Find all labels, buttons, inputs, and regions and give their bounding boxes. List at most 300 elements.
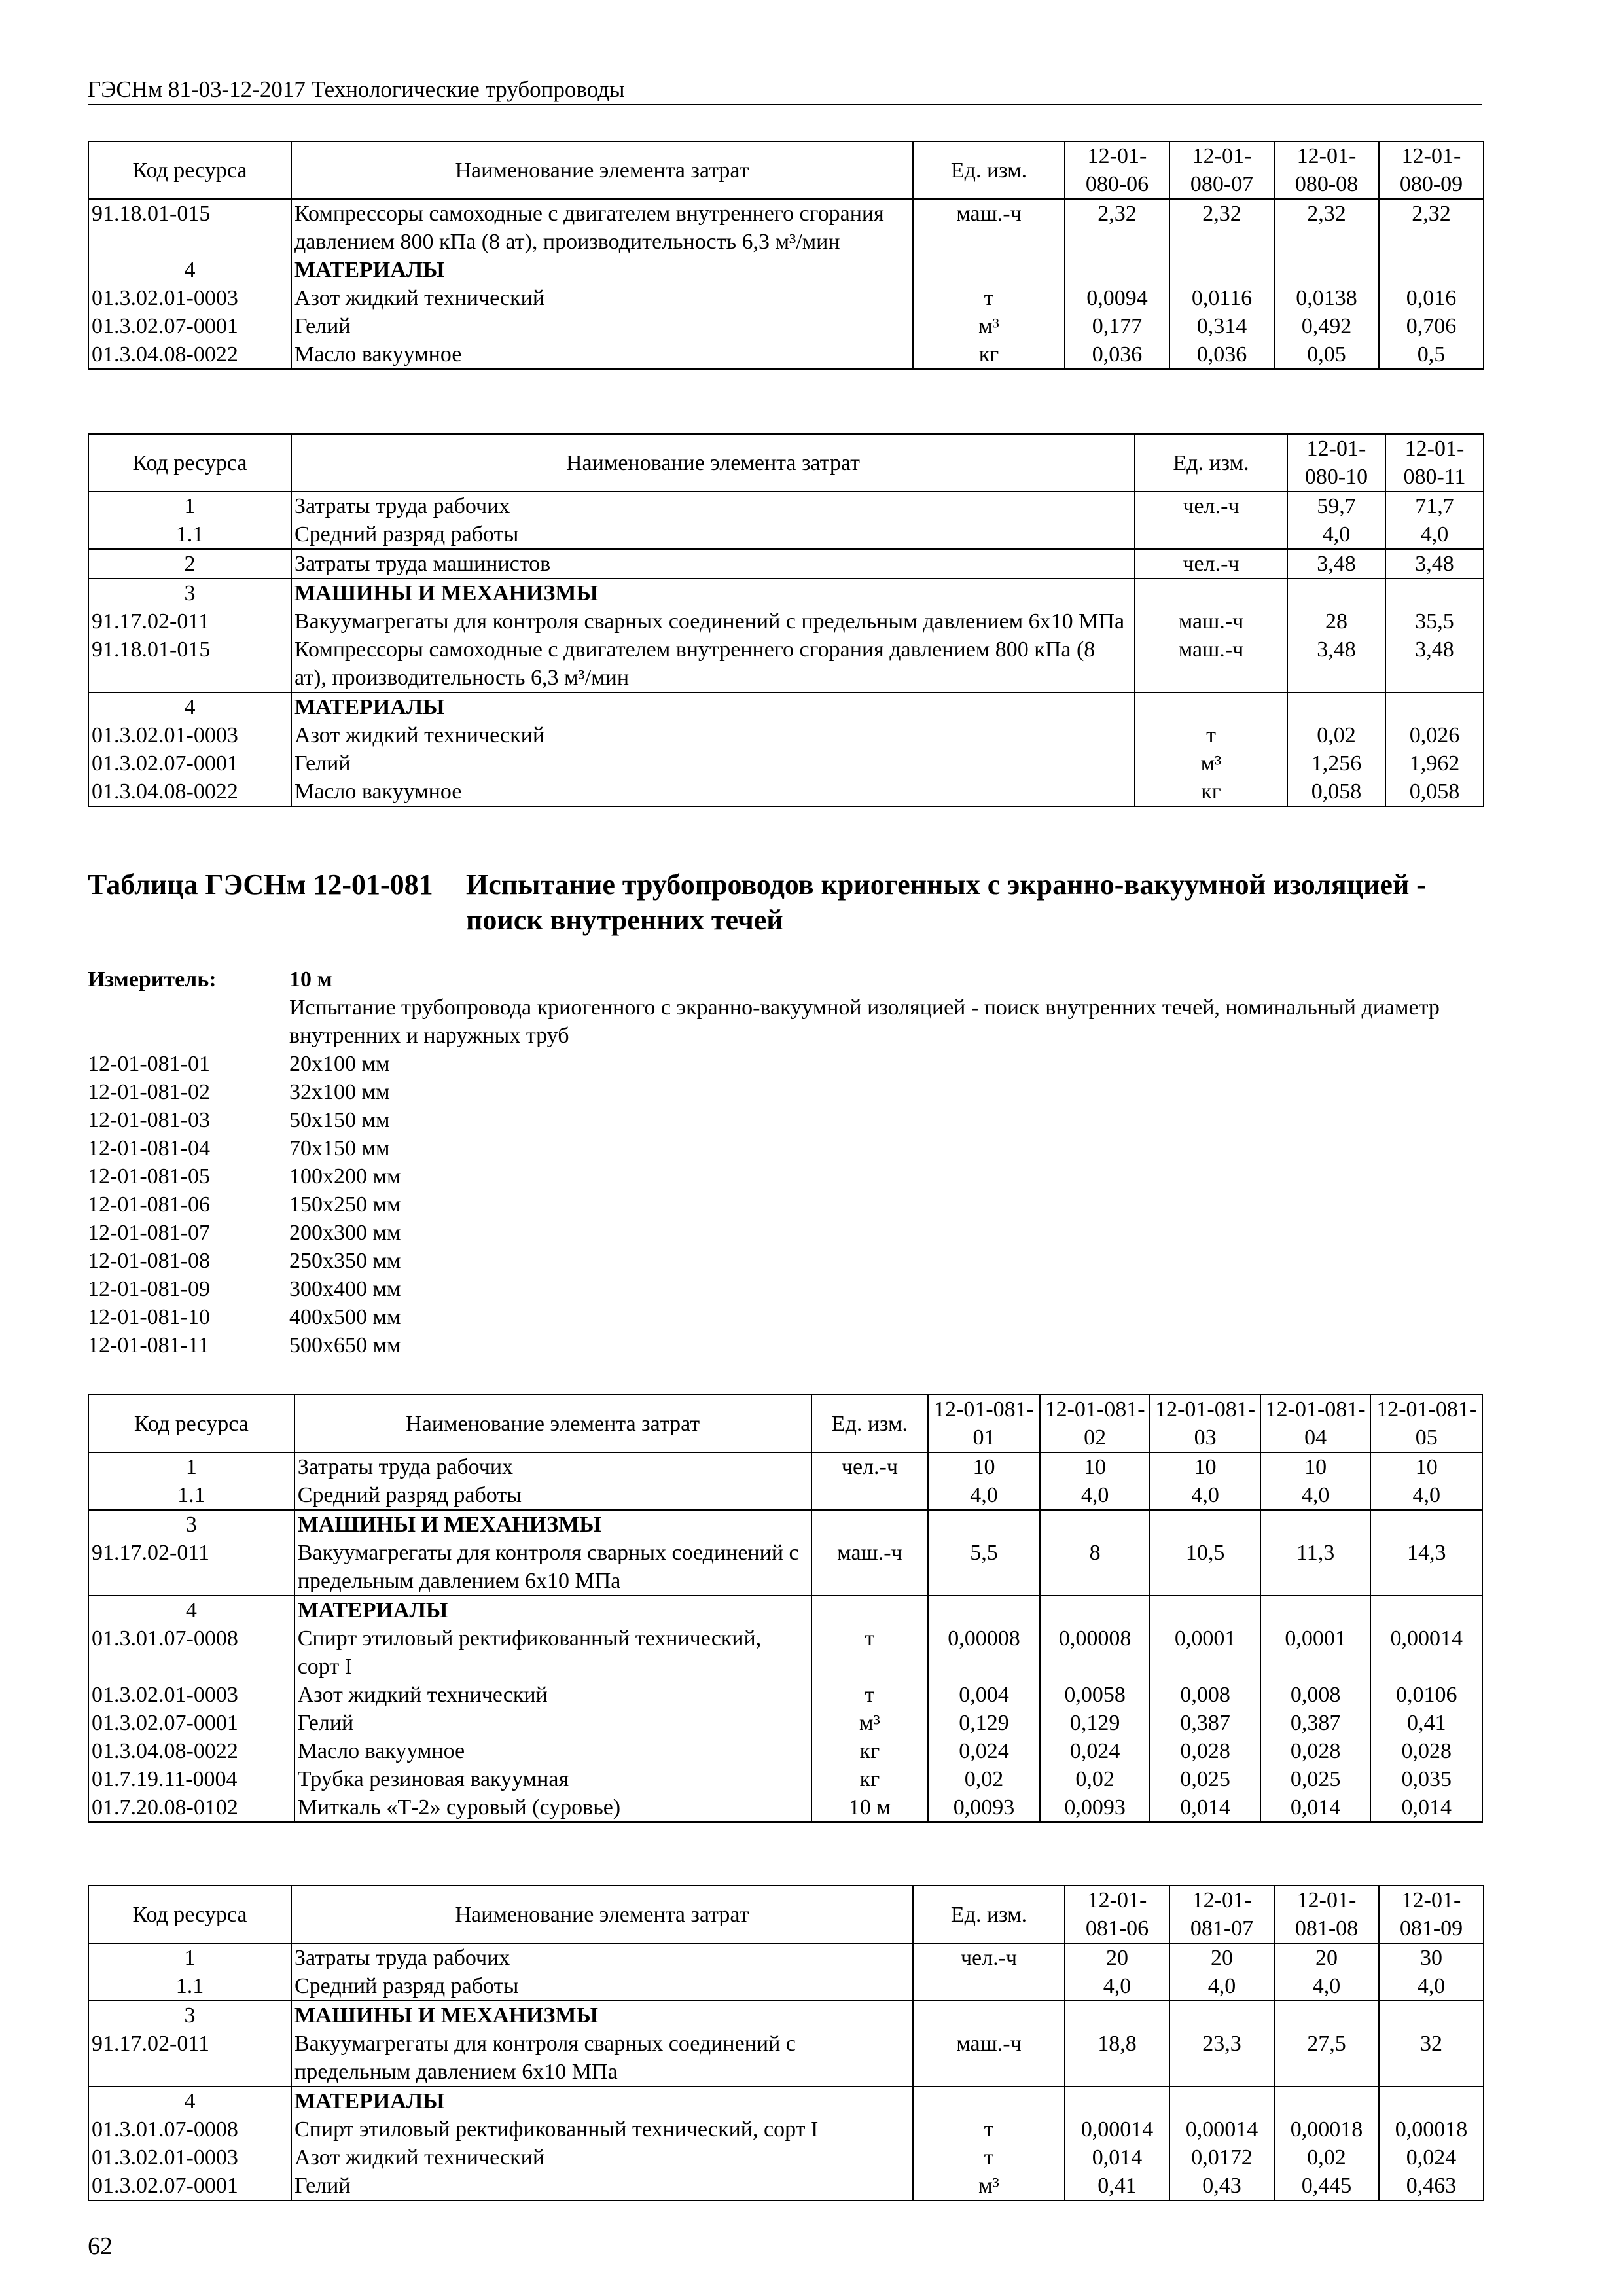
measure-value: 10 м bbox=[289, 967, 332, 992]
table-row bbox=[88, 1972, 1484, 2001]
value-cell: 4,0 bbox=[928, 1481, 1040, 1510]
table-row bbox=[88, 1624, 1482, 1681]
measure-description: Испытание трубопровода криогенного с экранно-вакуумной изоляцией - поиск внутренних течей, номинальный диаметр внутренних и наружных труб bbox=[289, 996, 1440, 1048]
value-cell: 0,028 bbox=[1150, 1737, 1260, 1765]
table-row bbox=[88, 1765, 1482, 1793]
measure-item-code: 12-01-081-08 bbox=[88, 1249, 210, 1273]
table-row bbox=[88, 199, 1484, 256]
value-cell: 28 bbox=[1287, 607, 1385, 636]
table-row bbox=[88, 636, 1484, 692]
resource-name: Спирт этиловый ректификованный технический, сорт I bbox=[291, 2115, 913, 2144]
resource-name: Гелий bbox=[291, 312, 913, 340]
resource-code: 01.3.04.08-0022 bbox=[88, 1737, 294, 1765]
value-cell: 18,8 bbox=[1065, 2030, 1169, 2087]
unit-cell: кг bbox=[812, 1765, 929, 1793]
measure-item-size: 300x400 мм bbox=[289, 1277, 401, 1301]
resource-name: Средний разряд работы bbox=[291, 1972, 913, 2001]
unit-cell bbox=[812, 1510, 929, 1539]
value-cell: 0,058 bbox=[1385, 778, 1484, 806]
resource-code: 01.3.04.08-0022 bbox=[88, 778, 291, 806]
value-cell bbox=[1260, 1596, 1371, 1624]
table-row bbox=[88, 312, 1484, 340]
value-cell: 10 bbox=[1260, 1452, 1371, 1481]
value-cell: 0,026 bbox=[1385, 721, 1484, 749]
table-row bbox=[88, 340, 1484, 369]
measure-item bbox=[88, 1247, 1483, 1275]
value-cell: 0,445 bbox=[1274, 2172, 1379, 2200]
value-cell: 0,014 bbox=[1150, 1793, 1260, 1822]
unit-cell: маш.-ч bbox=[913, 2030, 1065, 2087]
unit-cell: т bbox=[913, 2115, 1065, 2144]
table-row bbox=[88, 1793, 1482, 1822]
value-cell: 0,177 bbox=[1065, 312, 1169, 340]
resource-code: 1 bbox=[88, 492, 291, 520]
value-cell bbox=[1274, 2087, 1379, 2115]
measure-item-size: 150x250 мм bbox=[289, 1193, 401, 1217]
resource-name: Азот жидкий технический bbox=[291, 2144, 913, 2172]
value-cell: 0,0138 bbox=[1274, 284, 1379, 312]
value-cell: 59,7 bbox=[1287, 492, 1385, 520]
resource-name: МАТЕРИАЛЫ bbox=[294, 1596, 812, 1624]
value-cell bbox=[1260, 1510, 1371, 1539]
value-cell: 0,41 bbox=[1370, 1709, 1482, 1737]
table-row bbox=[88, 579, 1484, 607]
value-cell: 0,314 bbox=[1169, 312, 1274, 340]
header-row bbox=[88, 1886, 1484, 1943]
table-row bbox=[88, 2115, 1484, 2144]
resource-name: Гелий bbox=[291, 749, 1135, 778]
value-cell: 0,0106 bbox=[1370, 1681, 1482, 1709]
value-cell: 0,014 bbox=[1260, 1793, 1371, 1822]
value-cell: 4,0 bbox=[1385, 520, 1484, 549]
value-cell: 0,0172 bbox=[1169, 2144, 1274, 2172]
value-cell: 2,32 bbox=[1065, 199, 1169, 256]
value-cell: 0,0058 bbox=[1040, 1681, 1150, 1709]
value-cell: 0,035 bbox=[1370, 1765, 1482, 1793]
value-cell: 1,962 bbox=[1385, 749, 1484, 778]
unit-cell: чел.-ч bbox=[913, 1943, 1065, 1972]
resource-code: 1.1 bbox=[88, 520, 291, 549]
value-cell: 4,0 bbox=[1379, 1972, 1484, 2001]
value-cell: 0,706 bbox=[1379, 312, 1484, 340]
unit-cell: кг bbox=[913, 340, 1065, 369]
resource-code: 01.3.04.08-0022 bbox=[88, 340, 291, 369]
resource-code: 4 bbox=[88, 2087, 291, 2115]
value-cell: 4,0 bbox=[1274, 1972, 1379, 2001]
unit-cell: т bbox=[812, 1624, 929, 1681]
value-cell: 0,024 bbox=[928, 1737, 1040, 1765]
value-cell bbox=[1379, 2087, 1484, 2115]
header-row bbox=[88, 434, 1484, 492]
value-cell: 0,00018 bbox=[1379, 2115, 1484, 2144]
unit-cell: чел.-ч bbox=[1135, 492, 1287, 520]
measure-item-code: 12-01-081-07 bbox=[88, 1221, 210, 1245]
unit-cell bbox=[1135, 520, 1287, 549]
table-row bbox=[88, 256, 1484, 284]
measure-item-size: 50x150 мм bbox=[289, 1108, 390, 1132]
running-header: ГЭСНм 81-03-12-2017 Технологические трубопроводы bbox=[88, 75, 1482, 105]
table-row bbox=[88, 607, 1484, 636]
measure-item-size: 32x100 мм bbox=[289, 1080, 390, 1104]
resource-code: 01.3.02.01-0003 bbox=[88, 2144, 291, 2172]
measure-item bbox=[88, 1303, 1483, 1331]
resource-name: Масло вакуумное bbox=[291, 778, 1135, 806]
value-cell: 0,008 bbox=[1150, 1681, 1260, 1709]
name-column-header: Наименование элемента затрат bbox=[291, 141, 913, 199]
value-cell: 20 bbox=[1169, 1943, 1274, 1972]
unit-cell bbox=[913, 1972, 1065, 2001]
rate-column-header: 12-01-081-06 bbox=[1065, 1886, 1169, 1943]
rate-column-header: 12-01-080-10 bbox=[1287, 434, 1385, 492]
table-row bbox=[88, 692, 1484, 721]
value-cell: 0,387 bbox=[1150, 1709, 1260, 1737]
unit-cell: кг bbox=[812, 1737, 929, 1765]
resource-code: 01.7.20.08-0102 bbox=[88, 1793, 294, 1822]
unit-cell bbox=[913, 2001, 1065, 2030]
rate-column-header: 12-01-081-07 bbox=[1169, 1886, 1274, 1943]
value-cell: 0,5 bbox=[1379, 340, 1484, 369]
table-row bbox=[88, 1596, 1482, 1624]
table-row bbox=[88, 1943, 1484, 1972]
resource-table-080-06-09 bbox=[88, 141, 1484, 370]
resource-code: 01.3.02.07-0001 bbox=[88, 2172, 291, 2200]
measure-item bbox=[88, 1331, 1483, 1359]
resource-code: 91.17.02-011 bbox=[88, 2030, 291, 2087]
resource-name: Миткаль «Т-2» суровый (суровье) bbox=[294, 1793, 812, 1822]
code-column-header: Код ресурса bbox=[88, 1395, 294, 1452]
resource-name: Масло вакуумное bbox=[291, 340, 913, 369]
value-cell: 2,32 bbox=[1169, 199, 1274, 256]
unit-cell bbox=[1135, 579, 1287, 607]
value-cell: 32 bbox=[1379, 2030, 1484, 2087]
resource-code: 01.3.01.07-0008 bbox=[88, 1624, 294, 1681]
header-row bbox=[88, 141, 1484, 199]
resource-name: МАТЕРИАЛЫ bbox=[291, 256, 913, 284]
measure-item bbox=[88, 1219, 1483, 1247]
value-cell bbox=[1065, 256, 1169, 284]
unit-column-header: Ед. изм. bbox=[1135, 434, 1287, 492]
value-cell: 4,0 bbox=[1370, 1481, 1482, 1510]
resource-code: 4 bbox=[88, 1596, 294, 1624]
value-cell: 0,463 bbox=[1379, 2172, 1484, 2200]
value-cell: 35,5 bbox=[1385, 607, 1484, 636]
value-cell: 0,0093 bbox=[1040, 1793, 1150, 1822]
value-cell: 0,129 bbox=[928, 1709, 1040, 1737]
value-cell bbox=[1065, 2001, 1169, 2030]
resource-code: 2 bbox=[88, 549, 291, 579]
value-cell: 4,0 bbox=[1065, 1972, 1169, 2001]
value-cell: 0,129 bbox=[1040, 1709, 1150, 1737]
value-cell: 0,0094 bbox=[1065, 284, 1169, 312]
value-cell bbox=[1040, 1510, 1150, 1539]
value-cell: 0,02 bbox=[1287, 721, 1385, 749]
resource-code: 01.3.01.07-0008 bbox=[88, 2115, 291, 2144]
value-cell: 0,00018 bbox=[1274, 2115, 1379, 2144]
value-cell bbox=[1274, 2001, 1379, 2030]
value-cell: 71,7 bbox=[1385, 492, 1484, 520]
resource-name: МАТЕРИАЛЫ bbox=[291, 692, 1135, 721]
resource-code: 91.17.02-011 bbox=[88, 607, 291, 636]
resource-name: Спирт этиловый ректификованный технический, сорт I bbox=[294, 1624, 812, 1681]
value-cell: 0,05 bbox=[1274, 340, 1379, 369]
value-cell: 0,028 bbox=[1260, 1737, 1371, 1765]
table-row bbox=[88, 1452, 1482, 1481]
unit-cell bbox=[913, 2087, 1065, 2115]
measure-item bbox=[88, 1162, 1483, 1191]
value-cell: 3,48 bbox=[1385, 549, 1484, 579]
unit-cell: м³ bbox=[1135, 749, 1287, 778]
value-cell bbox=[928, 1596, 1040, 1624]
resource-table-081-06-09 bbox=[88, 1885, 1484, 2201]
measure-item-size: 100x200 мм bbox=[289, 1164, 401, 1189]
value-cell: 2,32 bbox=[1379, 199, 1484, 256]
value-cell: 0,00014 bbox=[1169, 2115, 1274, 2144]
value-cell: 0,387 bbox=[1260, 1709, 1371, 1737]
unit-column-header: Ед. изм. bbox=[913, 141, 1065, 199]
value-cell bbox=[1379, 256, 1484, 284]
value-cell: 0,0093 bbox=[928, 1793, 1040, 1822]
code-column-header: Код ресурса bbox=[88, 141, 291, 199]
code-column-header: Код ресурса bbox=[88, 1886, 291, 1943]
resource-name: Азот жидкий технический bbox=[291, 284, 913, 312]
measure-item-code: 12-01-081-09 bbox=[88, 1277, 210, 1301]
resource-code: 01.3.02.01-0003 bbox=[88, 721, 291, 749]
value-cell bbox=[1274, 256, 1379, 284]
value-cell: 0,014 bbox=[1065, 2144, 1169, 2172]
value-cell: 4,0 bbox=[1150, 1481, 1260, 1510]
name-column-header: Наименование элемента затрат bbox=[291, 1886, 913, 1943]
table-row bbox=[88, 492, 1484, 520]
measure-item bbox=[88, 1134, 1483, 1162]
resource-code: 01.3.02.07-0001 bbox=[88, 749, 291, 778]
value-cell: 0,02 bbox=[1040, 1765, 1150, 1793]
resource-name: Компрессоры самоходные с двигателем внутреннего сгорания давлением 800 кПа (8 ат), производительность 6,3 м³/мин bbox=[291, 636, 1135, 692]
resource-code: 01.3.02.07-0001 bbox=[88, 1709, 294, 1737]
measure-item-code: 12-01-081-11 bbox=[88, 1333, 209, 1357]
unit-cell: т bbox=[913, 2144, 1065, 2172]
unit-cell: м³ bbox=[913, 312, 1065, 340]
value-cell: 0,0001 bbox=[1260, 1624, 1371, 1681]
unit-cell: маш.-ч bbox=[913, 199, 1065, 256]
value-cell: 0,025 bbox=[1150, 1765, 1260, 1793]
measure-item-code: 12-01-081-03 bbox=[88, 1108, 210, 1132]
resource-name: Масло вакуумное bbox=[294, 1737, 812, 1765]
rate-column-header: 12-01-080-06 bbox=[1065, 141, 1169, 199]
value-cell: 5,5 bbox=[928, 1539, 1040, 1596]
unit-cell: кг bbox=[1135, 778, 1287, 806]
name-column-header: Наименование элемента затрат bbox=[294, 1395, 812, 1452]
value-cell: 10 bbox=[1150, 1452, 1260, 1481]
unit-cell: маш.-ч bbox=[812, 1539, 929, 1596]
value-cell bbox=[1379, 2001, 1484, 2030]
table-row bbox=[88, 1481, 1482, 1510]
unit-column-header: Ед. изм. bbox=[913, 1886, 1065, 1943]
table-row bbox=[88, 721, 1484, 749]
resource-name: Вакуумагрегаты для контроля сварных соединений с предельным давлением 6x10 МПа bbox=[294, 1539, 812, 1596]
rate-column-header: 12-01-080-07 bbox=[1169, 141, 1274, 199]
value-cell: 10 bbox=[1040, 1452, 1150, 1481]
resource-name: Средний разряд работы bbox=[291, 520, 1135, 549]
table-row bbox=[88, 2001, 1484, 2030]
unit-cell bbox=[812, 1596, 929, 1624]
value-cell: 3,48 bbox=[1287, 636, 1385, 692]
measure-item-size: 250x350 мм bbox=[289, 1249, 401, 1273]
value-cell: 0,016 bbox=[1379, 284, 1484, 312]
resource-name: Затраты труда рабочих bbox=[291, 492, 1135, 520]
measure-item-size: 200x300 мм bbox=[289, 1221, 401, 1245]
header-row bbox=[88, 1395, 1482, 1452]
resource-name: Азот жидкий технический bbox=[294, 1681, 812, 1709]
value-cell bbox=[1040, 1596, 1150, 1624]
measure-item-size: 400x500 мм bbox=[289, 1305, 401, 1329]
unit-column-header: Ед. изм. bbox=[812, 1395, 929, 1452]
resource-code: 4 bbox=[88, 256, 291, 284]
value-cell: 0,00008 bbox=[928, 1624, 1040, 1681]
value-cell: 20 bbox=[1274, 1943, 1379, 1972]
resource-code: 1.1 bbox=[88, 1972, 291, 2001]
value-cell: 10 bbox=[928, 1452, 1040, 1481]
value-cell: 0,02 bbox=[1274, 2144, 1379, 2172]
value-cell bbox=[1287, 692, 1385, 721]
table-caption-title: Испытание трубопроводов криогенных с экранно-вакуумной изоляцией - поиск внутренних течей bbox=[466, 869, 1426, 936]
rate-column-header: 12-01-080-08 bbox=[1274, 141, 1379, 199]
resource-code: 1.1 bbox=[88, 1481, 294, 1510]
value-cell: 27,5 bbox=[1274, 2030, 1379, 2087]
value-cell bbox=[1150, 1510, 1260, 1539]
value-cell bbox=[1065, 2087, 1169, 2115]
resource-name: Вакуумагрегаты для контроля сварных соединений с предельным давлением 6x10 МПа bbox=[291, 607, 1135, 636]
value-cell: 4,0 bbox=[1287, 520, 1385, 549]
value-cell: 11,3 bbox=[1260, 1539, 1371, 1596]
unit-cell bbox=[1135, 692, 1287, 721]
resource-name: Затраты труда рабочих bbox=[291, 1943, 913, 1972]
resource-name: Азот жидкий технический bbox=[291, 721, 1135, 749]
value-cell bbox=[1370, 1510, 1482, 1539]
resource-name: МАШИНЫ И МЕХАНИЗМЫ bbox=[291, 2001, 913, 2030]
resource-name: Средний разряд работы bbox=[294, 1481, 812, 1510]
table-row bbox=[88, 549, 1484, 579]
unit-cell: м³ bbox=[812, 1709, 929, 1737]
unit-cell: т bbox=[913, 284, 1065, 312]
value-cell bbox=[1370, 1596, 1482, 1624]
rate-column-header: 12-01-081-01 bbox=[928, 1395, 1040, 1452]
resource-name: МАТЕРИАЛЫ bbox=[291, 2087, 913, 2115]
resource-name: Гелий bbox=[291, 2172, 913, 2200]
resource-code: 3 bbox=[88, 2001, 291, 2030]
table-row bbox=[88, 1737, 1482, 1765]
value-cell: 4,0 bbox=[1260, 1481, 1371, 1510]
unit-cell: маш.-ч bbox=[1135, 636, 1287, 692]
value-cell: 1,256 bbox=[1287, 749, 1385, 778]
table-row bbox=[88, 1681, 1482, 1709]
value-cell: 4,0 bbox=[1040, 1481, 1150, 1510]
measure-item-code: 12-01-081-01 bbox=[88, 1052, 210, 1076]
unit-cell: т bbox=[812, 1681, 929, 1709]
table-row bbox=[88, 778, 1484, 806]
measure-item-code: 12-01-081-02 bbox=[88, 1080, 210, 1104]
resource-code: 91.18.01-015 bbox=[88, 199, 291, 256]
value-cell: 0,028 bbox=[1370, 1737, 1482, 1765]
value-cell: 8 bbox=[1040, 1539, 1150, 1596]
value-cell bbox=[928, 1510, 1040, 1539]
table-row bbox=[88, 749, 1484, 778]
value-cell: 0,00008 bbox=[1040, 1624, 1150, 1681]
rate-column-header: 12-01-081-03 bbox=[1150, 1395, 1260, 1452]
resource-name: Затраты труда машинистов bbox=[291, 549, 1135, 579]
value-cell: 30 bbox=[1379, 1943, 1484, 1972]
resource-name: Компрессоры самоходные с двигателем внутреннего сгорания давлением 800 кПа (8 ат), производительность 6,3 м³/мин bbox=[291, 199, 913, 256]
resource-name: Трубка резиновая вакуумная bbox=[294, 1765, 812, 1793]
rate-column-header: 12-01-081-09 bbox=[1379, 1886, 1484, 1943]
measure-item bbox=[88, 1050, 1483, 1078]
resource-code: 3 bbox=[88, 1510, 294, 1539]
measure-item-code: 12-01-081-06 bbox=[88, 1193, 210, 1217]
measure-item bbox=[88, 1078, 1483, 1106]
value-cell: 0,025 bbox=[1260, 1765, 1371, 1793]
rate-column-header: 12-01-081-05 bbox=[1370, 1395, 1482, 1452]
value-cell bbox=[1385, 579, 1484, 607]
value-cell: 0,036 bbox=[1169, 340, 1274, 369]
measure-item bbox=[88, 1275, 1483, 1303]
table-row bbox=[88, 520, 1484, 549]
resource-code: 01.3.02.07-0001 bbox=[88, 312, 291, 340]
value-cell: 0,00014 bbox=[1065, 2115, 1169, 2144]
resource-name: МАШИНЫ И МЕХАНИЗМЫ bbox=[294, 1510, 812, 1539]
resource-code: 1 bbox=[88, 1943, 291, 1972]
value-cell: 0,004 bbox=[928, 1681, 1040, 1709]
value-cell bbox=[1150, 1596, 1260, 1624]
value-cell bbox=[1169, 2001, 1274, 2030]
unit-cell bbox=[913, 256, 1065, 284]
resource-code: 01.3.02.01-0003 bbox=[88, 1681, 294, 1709]
resource-name: Затраты труда рабочих bbox=[294, 1452, 812, 1481]
table-row bbox=[88, 2087, 1484, 2115]
rate-column-header: 12-01-080-09 bbox=[1379, 141, 1484, 199]
table-row bbox=[88, 2144, 1484, 2172]
value-cell: 0,0116 bbox=[1169, 284, 1274, 312]
table-caption-label: Таблица ГЭСНм 12-01-081 bbox=[88, 869, 433, 901]
table-row bbox=[88, 1539, 1482, 1596]
measure-item-size: 20x100 мм bbox=[289, 1052, 390, 1076]
rate-column-header: 12-01-081-08 bbox=[1274, 1886, 1379, 1943]
value-cell: 0,00014 bbox=[1370, 1624, 1482, 1681]
table-row bbox=[88, 2172, 1484, 2200]
unit-cell bbox=[812, 1481, 929, 1510]
rate-column-header: 12-01-080-11 bbox=[1385, 434, 1484, 492]
measure-item-code: 12-01-081-10 bbox=[88, 1305, 210, 1329]
table-row bbox=[88, 1510, 1482, 1539]
value-cell: 0,024 bbox=[1040, 1737, 1150, 1765]
value-cell: 0,014 bbox=[1370, 1793, 1482, 1822]
value-cell: 0,0001 bbox=[1150, 1624, 1260, 1681]
measure-label: Измеритель: bbox=[88, 967, 217, 992]
value-cell: 0,008 bbox=[1260, 1681, 1371, 1709]
resource-code: 91.17.02-011 bbox=[88, 1539, 294, 1596]
value-cell bbox=[1169, 2087, 1274, 2115]
resource-code: 1 bbox=[88, 1452, 294, 1481]
resource-table-081-01-05 bbox=[88, 1394, 1483, 1823]
value-cell: 0,41 bbox=[1065, 2172, 1169, 2200]
rate-column-header: 12-01-081-02 bbox=[1040, 1395, 1150, 1452]
table-row bbox=[88, 1709, 1482, 1737]
table-row bbox=[88, 284, 1484, 312]
resource-name: Гелий bbox=[294, 1709, 812, 1737]
value-cell: 23,3 bbox=[1169, 2030, 1274, 2087]
value-cell: 14,3 bbox=[1370, 1539, 1482, 1596]
value-cell: 0,492 bbox=[1274, 312, 1379, 340]
value-cell bbox=[1169, 256, 1274, 284]
unit-cell: чел.-ч bbox=[1135, 549, 1287, 579]
